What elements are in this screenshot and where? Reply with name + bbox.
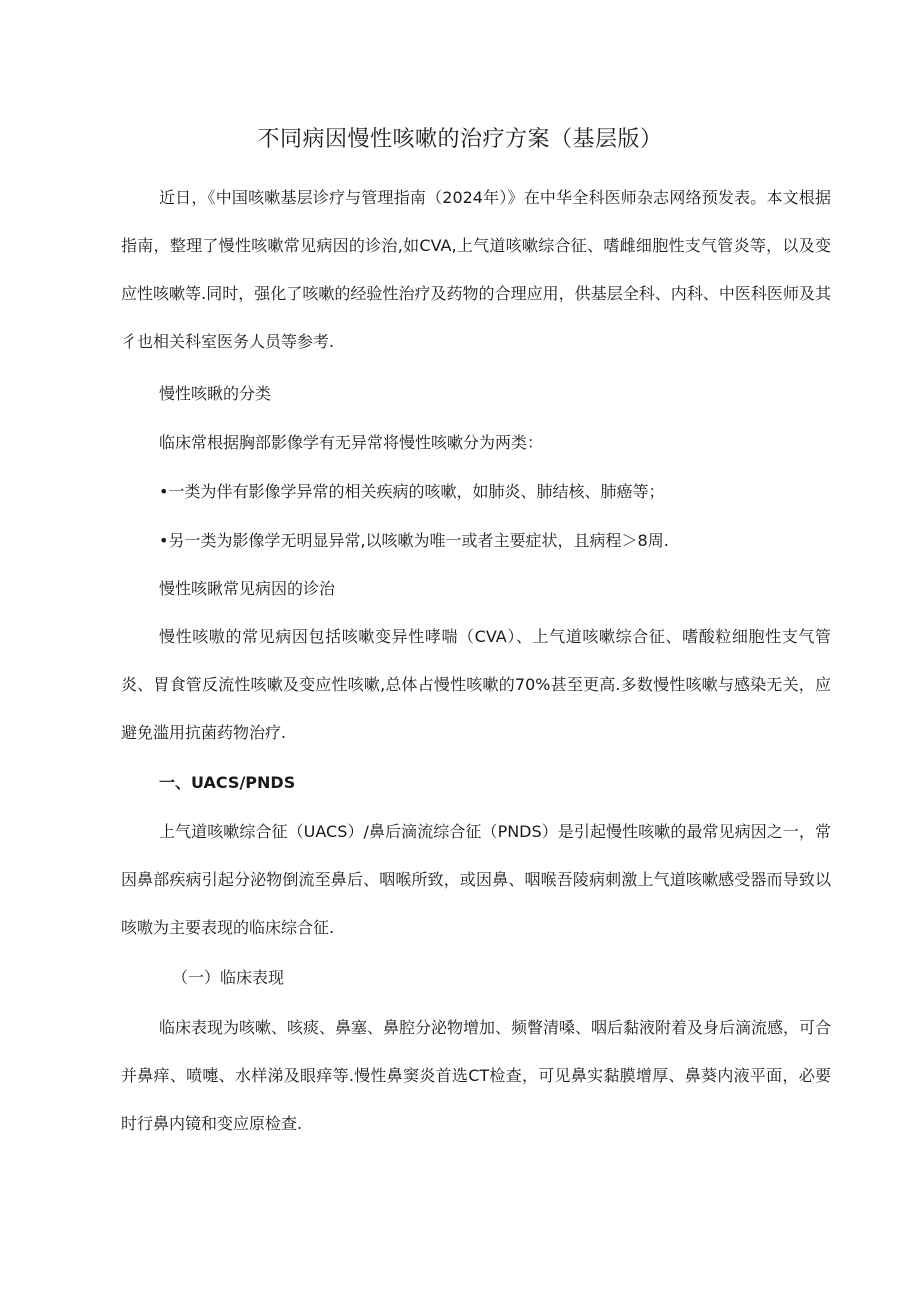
subsection-heading-clinical: （一）临床表现 (172, 968, 285, 987)
paragraph-intro: 近日，《中国咳嗽基层诊疗与管理指南（2024年）》在中华全科医师杂志网络预发表。本文根据指南，整理了慢性咳嗽常见病因的诊治,如CVA,上气道咳嗽综合征、嗜雌细胞性支气管炎等，以及变应性咳嗽等.同时，强化了咳嗽的经验性治疗及药物的合理应用，供基层全科、内科、中医科医师及其彳也相关科室医务人员等参考. (121, 188, 831, 351)
section-heading-classification: 慢性咳瞅的分类 (159, 384, 272, 403)
section-heading-uacs: 一、UACS/PNDS (159, 773, 296, 792)
list-item-imaging-abnormal: •一类为伴有影像学异常的相关疾病的咳嗽，如肺炎、肺结核、肺癌等； (159, 482, 665, 501)
list-item-imaging-normal: •另一类为影像学无明显异常,以咳嗽为唯一或者主要症状，且病程＞8周. (159, 531, 669, 550)
paragraph-classification-intro: 临床常根据胸部影像学有无异常将慢性咳嗽分为两类： (159, 433, 544, 452)
paragraph-clinical-manifestation: 临床表现为咳嗽、咳痰、鼻塞、鼻腔分泌物增加、频瞥清嗓、咽后黏液附着及身后滴流感，可合并鼻痒、喷嚏、水样涕及眼痒等.慢性鼻窦炎首选CT检查，可见鼻实黏膜增厚、鼻葵内液平面，必要时行鼻内镜和变应原检查. (121, 1018, 832, 1133)
paragraph-common-causes: 慢性咳嗷的常见病因包括咳嗽变异性哮喘（CVA）、上气道咳嗽综合征、嗜酸粒细胞性支气管炎、胃食管反流性咳嗽及变应性咳嗽,总体占慢性咳嗽的70%甚至更高.多数慢性咳嗽与感染无关，应避免滥用抗菌药物治疗. (121, 627, 831, 742)
section-heading-diagnosis: 慢性咳瞅常见病因的诊治 (159, 579, 336, 598)
document-title: 不同病因慢性咳嗽的治疗方案（基层版） (257, 127, 663, 152)
paragraph-uacs-definition: 上气道咳嗽综合征（UACS）/鼻后滴流综合征（PNDS）是引起慢性咳嗽的最常见病因之一，常因鼻部疾病引起分泌物倒流至鼻后、咽喉所致，或因鼻、咽喉吾陵病刺激上气道咳嗽感受器而导致以咳嗷为主要表现的临床综合征. (121, 822, 831, 937)
